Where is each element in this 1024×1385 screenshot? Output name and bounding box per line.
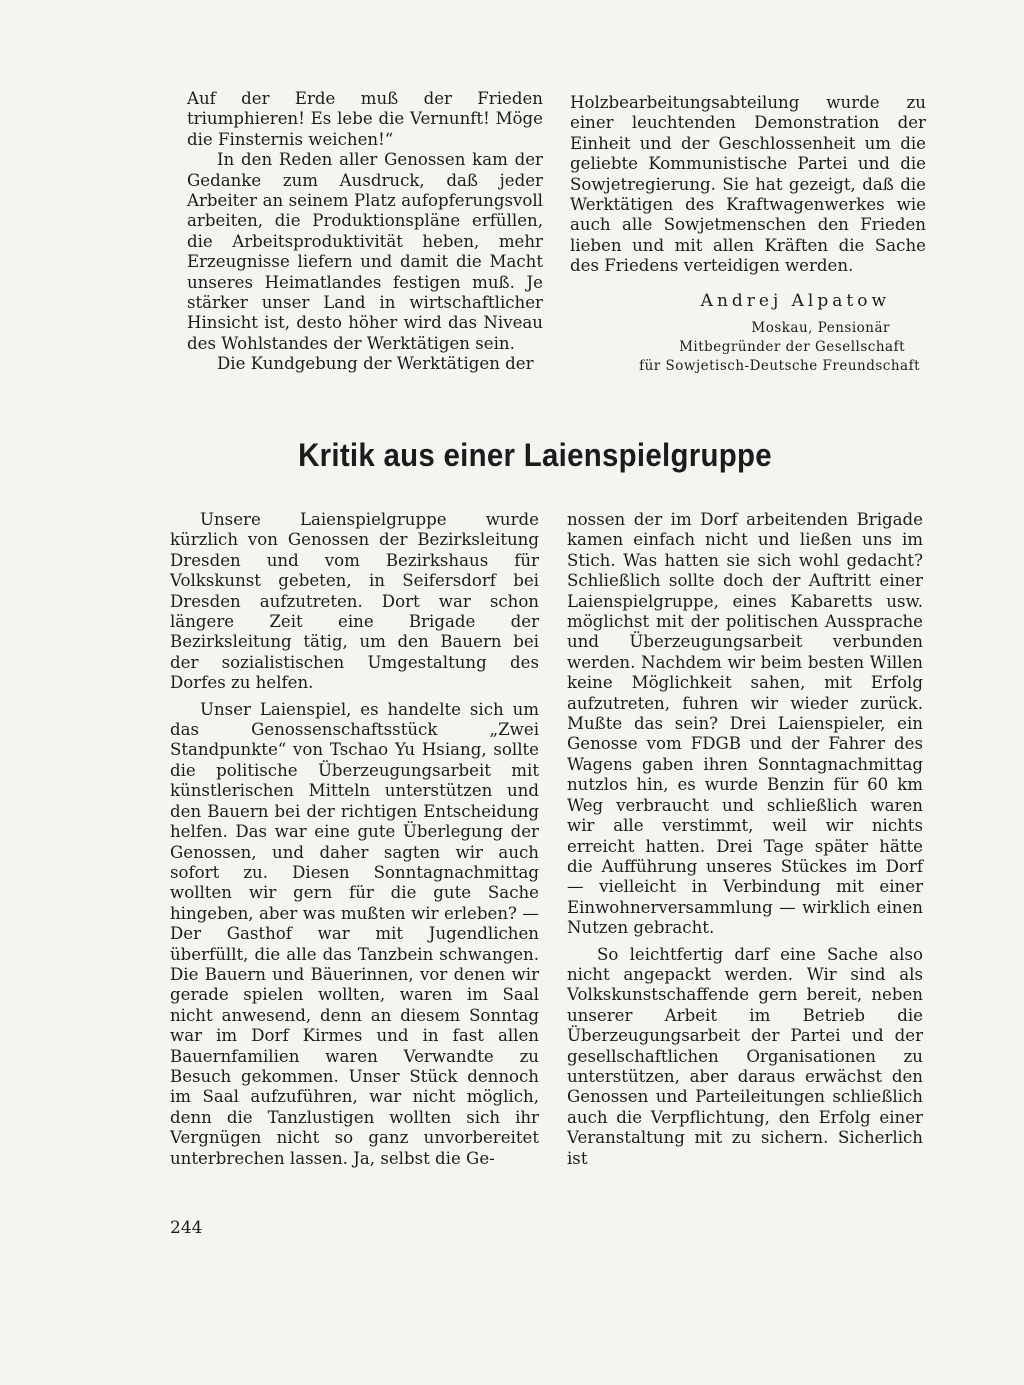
- paragraph: Die Kundgebung der Werktätigen der: [217, 354, 534, 374]
- paragraph: So leichtfertig darf eine Sache also nicht angepackt werden. Wir sind als Volkskunstschaffende gern bereit, neben unserer Arbeit im Betrieb die Überzeugungsarbeit der Partei und der gesellschaftlichen Organisationen zu unterstützen, aber daraus erwächst den Genossen und Parteileitungen schließlich auch die Verpflichtung, den Erfolg einer Veranstaltung mit zu sichern. Sicherlich ist: [567, 944, 923, 1168]
- paragraph: Unser Laienspiel, es handelte sich um das Genossenschaftsstück „Zwei Standpunkte“ von Tschao Yu Hsiang, sollte die politische Überzeugungsarbeit mit künstlerischen Mitteln unterstützen und den Bauern bei der richtigen Entscheidung helfen. Das war eine gute Überlegung der Genossen, und daher sagten wir auch sofort zu. Diesen Sonntagnachmittag wollten wir gern für die gute Sache hingeben, aber was mußten wir erleben? — Der Gasthof war mit Jugendlichen überfüllt, die alle das Tanzbein schwangen. Die Bauern und Bäuerinnen, vor denen wir gerade spielen wollten, waren im Saal nicht anwesend, denn an diesem Sonntag war im Dorf Kirmes und in fast allen Bauernfamilien waren Verwandte zu Besuch gekommen. Unser Stück dennoch im Saal aufzuführen, war nicht möglich, denn die Tanzlustigen wollten sich ihr Vergnügen nicht so ganz unvorbereitet unterbrechen lassen. Ja, selbst die Ge-: [170, 699, 539, 1168]
- column-top-left: [187, 89, 543, 375]
- paragraph: Auf der Erde muß der Frieden triumphieren! Es lebe die Vernunft! Möge die Finsternis weichen!“: [187, 89, 543, 149]
- article-headline: Kritik aus einer Laienspielgruppe: [298, 437, 772, 473]
- author-location: Moskau, Pensionär: [751, 320, 890, 336]
- column-bottom-right: [567, 510, 923, 1169]
- paragraph: Unsere Laienspielgruppe wurde kürzlich von Genossen der Bezirksleitung Dresden und vom Bezirkshaus für Volkskunst gebeten, in Seifersdorf bei Dresden aufzutreten. Dort war schon längere Zeit eine Brigade der Bezirksleitung tätig, um den Bauern bei der sozialistischen Umgestaltung des Dorfes zu helfen.: [170, 510, 539, 693]
- author-affiliation-society: für Sowjetisch-Deutsche Freundschaft: [639, 358, 920, 374]
- paragraph: Holzbearbeitungsabteilung wurde zu einer leuchtenden Demonstration der Einheit und der Geschlossenheit um die geliebte Kommunistische Partei und die Sowjetregierung. Sie hat gezeigt, daß die Werktätigen des Kraftwagenwerkes wie auch alle Sowjetmenschen den Frieden lieben und mit allen Kräften die Sache des Friedens verteidigen werden.: [570, 93, 926, 276]
- column-top-right: [570, 93, 926, 277]
- author-signature: [570, 291, 920, 376]
- column-bottom-left: [170, 510, 539, 1169]
- author-affiliation: Mitbegründer der Gesellschaft: [679, 339, 905, 355]
- paragraph: In den Reden aller Genossen kam der Gedanke zum Ausdruck, daß jeder Arbeiter an seinem Platz aufopferungsvoll arbeiten, die Produktionspläne erfüllen, die Arbeitsproduktivität heben, mehr Erzeugnisse liefern und damit die Macht unseres Heimatlandes festigen muß. Je stärker unser Land in wirtschaftlicher Hinsicht ist, desto höher wird das Niveau des Wohlstandes der Werktätigen sein.: [187, 150, 543, 353]
- author-name: Andrej Alpatow: [700, 291, 890, 311]
- paragraph: nossen der im Dorf arbeitenden Brigade kamen einfach nicht und ließen uns im Stich. Was hatten sie sich wohl gedacht? Schließlich sollte doch der Auftritt einer Laienspielgruppe, eines Kabaretts usw. möglichst mit der politischen Aussprache und Überzeugungsarbeit verbunden werden. Nachdem wir beim besten Willen keine Möglichkeit sahen, mit Erfolg aufzutreten, fuhren wir wieder zurück. Mußte das sein? Drei Laienspieler, ein Genosse vom FDGB und der Fahrer des Wagens gaben ihren Sonntagnachmittag nutzlos hin, es wurde Benzin für 60 km Weg verbraucht und schließlich waren wir alle verstimmt, weil wir nichts erreicht hatten. Drei Tage später hätte die Aufführung unseres Stückes im Dorf — vielleicht in Verbindung mit einer Einwohnerversammlung — wirklich einen Nutzen gebracht.: [567, 510, 923, 938]
- page-number: 244: [170, 1218, 203, 1238]
